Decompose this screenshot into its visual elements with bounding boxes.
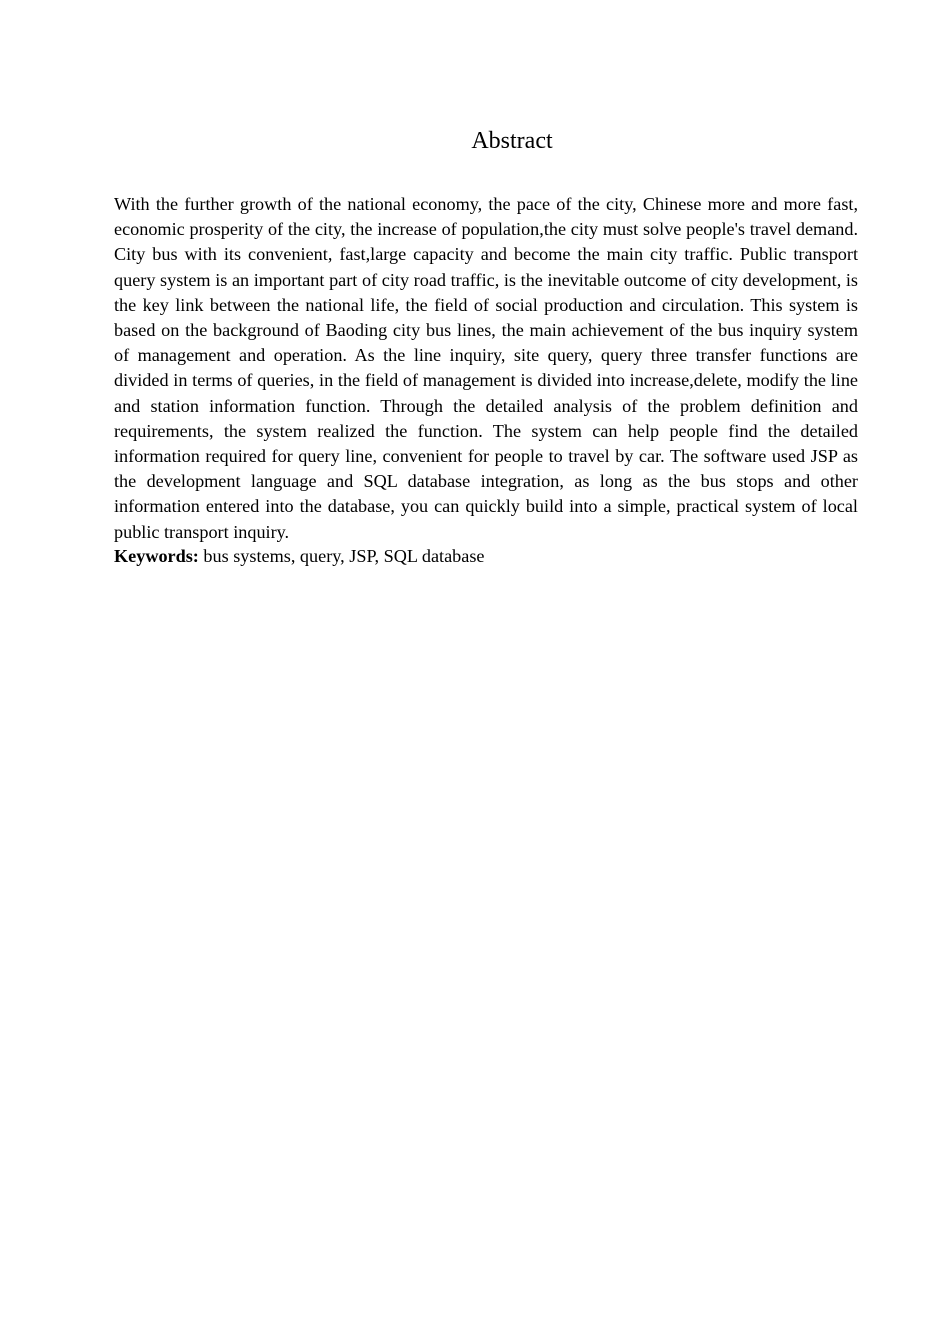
keywords-value: bus systems, query, JSP, SQL database bbox=[198, 546, 485, 566]
keywords-label: Keywords: bbox=[114, 546, 199, 566]
abstract-body: With the further growth of the national economy, the pace of the city, Chinese more and more fast, economic prosperity of the city, the increase of population,the city must solve people's travel demand. City bus with its convenient, fast,large capacity and become the main city traffic. Public transport query system is an important part of city road traffic, is the inevitable outcome of city development, is the key link between the national life, the field of social production and circulation. This system is based on the background of Baoding city bus lines, the main achievement of the bus inquiry system of management and operation. As the line inquiry, site query, query three transfer functions are divided in terms of queries, in the field of management is divided into increase,delete, modify the line and station information function. Through the detailed analysis of the problem definition and requirements, the system realized the function. The system can help people find the detailed information required for query line, convenient for people to travel by car. The software used JSP as the development language and SQL database integration, as long as the bus stops and other information entered into the database, you can quickly build into a simple, practical system of local public transport inquiry. bbox=[114, 194, 858, 542]
keywords-line bbox=[114, 544, 858, 569]
abstract-title: Abstract bbox=[471, 128, 553, 154]
